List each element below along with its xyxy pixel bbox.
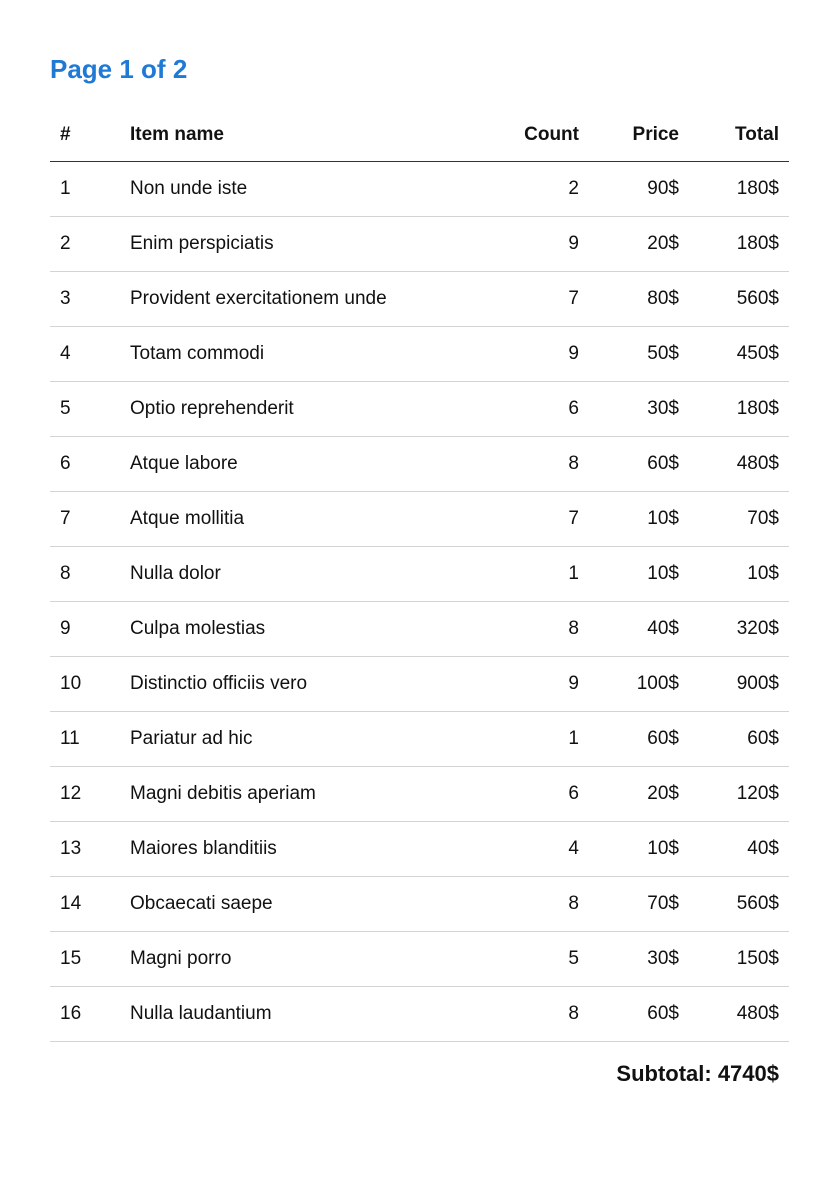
row-item-name: Distinctio officiis vero — [120, 657, 489, 712]
row-total: 900$ — [689, 657, 789, 712]
table-body — [50, 162, 789, 1042]
row-item-name: Atque labore — [120, 437, 489, 492]
row-number: 4 — [50, 327, 120, 382]
row-item-name: Culpa molestias — [120, 602, 489, 657]
row-total: 180$ — [689, 162, 789, 217]
table-row — [50, 437, 789, 492]
row-price: 20$ — [589, 767, 689, 822]
row-count: 8 — [489, 437, 589, 492]
row-number: 7 — [50, 492, 120, 547]
table-row — [50, 602, 789, 657]
row-item-name: Provident exercitationem unde — [120, 272, 489, 327]
row-total: 480$ — [689, 437, 789, 492]
table-row — [50, 712, 789, 767]
table-row — [50, 822, 789, 877]
table-row — [50, 657, 789, 712]
row-item-name: Totam commodi — [120, 327, 489, 382]
row-number: 10 — [50, 657, 120, 712]
row-count: 7 — [489, 492, 589, 547]
row-item-name: Nulla dolor — [120, 547, 489, 602]
row-price: 80$ — [589, 272, 689, 327]
row-number: 11 — [50, 712, 120, 767]
row-item-name: Atque mollitia — [120, 492, 489, 547]
table-row — [50, 987, 789, 1042]
row-total: 180$ — [689, 217, 789, 272]
table-row — [50, 492, 789, 547]
row-price: 30$ — [589, 382, 689, 437]
row-price: 50$ — [589, 327, 689, 382]
table-row — [50, 272, 789, 327]
header-total: Total — [689, 108, 789, 162]
table-row — [50, 932, 789, 987]
row-price: 20$ — [589, 217, 689, 272]
row-price: 60$ — [589, 437, 689, 492]
row-item-name: Magni debitis aperiam — [120, 767, 489, 822]
table-row — [50, 162, 789, 217]
table-row — [50, 877, 789, 932]
row-number: 5 — [50, 382, 120, 437]
row-item-name: Maiores blanditiis — [120, 822, 489, 877]
row-number: 6 — [50, 437, 120, 492]
row-count: 7 — [489, 272, 589, 327]
row-price: 10$ — [589, 547, 689, 602]
row-total: 450$ — [689, 327, 789, 382]
row-count: 9 — [489, 657, 589, 712]
row-total: 40$ — [689, 822, 789, 877]
row-price: 100$ — [589, 657, 689, 712]
row-count: 4 — [489, 822, 589, 877]
row-total: 70$ — [689, 492, 789, 547]
row-number: 9 — [50, 602, 120, 657]
row-item-name: Magni porro — [120, 932, 489, 987]
row-number: 2 — [50, 217, 120, 272]
row-number: 15 — [50, 932, 120, 987]
row-number: 13 — [50, 822, 120, 877]
row-count: 6 — [489, 382, 589, 437]
table-row — [50, 547, 789, 602]
header-item-name: Item name — [120, 108, 489, 162]
table-row — [50, 382, 789, 437]
row-count: 1 — [489, 712, 589, 767]
row-count: 2 — [489, 162, 589, 217]
row-total: 60$ — [689, 712, 789, 767]
row-number: 8 — [50, 547, 120, 602]
header-count: Count — [489, 108, 589, 162]
table-header-row — [50, 108, 789, 162]
subtotal: Subtotal: 4740$ — [616, 1061, 779, 1086]
table-row — [50, 767, 789, 822]
row-count: 9 — [489, 327, 589, 382]
row-count: 8 — [489, 987, 589, 1042]
row-total: 120$ — [689, 767, 789, 822]
row-item-name: Nulla laudantium — [120, 987, 489, 1042]
row-item-name: Optio reprehenderit — [120, 382, 489, 437]
row-total: 10$ — [689, 547, 789, 602]
row-total: 560$ — [689, 272, 789, 327]
row-price: 30$ — [589, 932, 689, 987]
row-item-name: Obcaecati saepe — [120, 877, 489, 932]
items-table — [50, 108, 789, 1042]
row-number: 16 — [50, 987, 120, 1042]
row-price: 70$ — [589, 877, 689, 932]
row-number: 14 — [50, 877, 120, 932]
header-number: # — [50, 108, 120, 162]
row-total: 180$ — [689, 382, 789, 437]
row-number: 3 — [50, 272, 120, 327]
row-count: 8 — [489, 602, 589, 657]
row-price: 60$ — [589, 712, 689, 767]
row-count: 6 — [489, 767, 589, 822]
header-price: Price — [589, 108, 689, 162]
row-item-name: Enim perspiciatis — [120, 217, 489, 272]
row-count: 8 — [489, 877, 589, 932]
row-item-name: Non unde iste — [120, 162, 489, 217]
row-count: 1 — [489, 547, 589, 602]
page-title: Page 1 of 2 — [50, 54, 188, 84]
row-price: 40$ — [589, 602, 689, 657]
row-count: 5 — [489, 932, 589, 987]
row-price: 60$ — [589, 987, 689, 1042]
table-row — [50, 217, 789, 272]
row-total: 560$ — [689, 877, 789, 932]
row-total: 320$ — [689, 602, 789, 657]
row-price: 10$ — [589, 822, 689, 877]
row-number: 1 — [50, 162, 120, 217]
row-price: 90$ — [589, 162, 689, 217]
row-count: 9 — [489, 217, 589, 272]
row-price: 10$ — [589, 492, 689, 547]
table-row — [50, 327, 789, 382]
row-number: 12 — [50, 767, 120, 822]
row-total: 150$ — [689, 932, 789, 987]
row-total: 480$ — [689, 987, 789, 1042]
row-item-name: Pariatur ad hic — [120, 712, 489, 767]
